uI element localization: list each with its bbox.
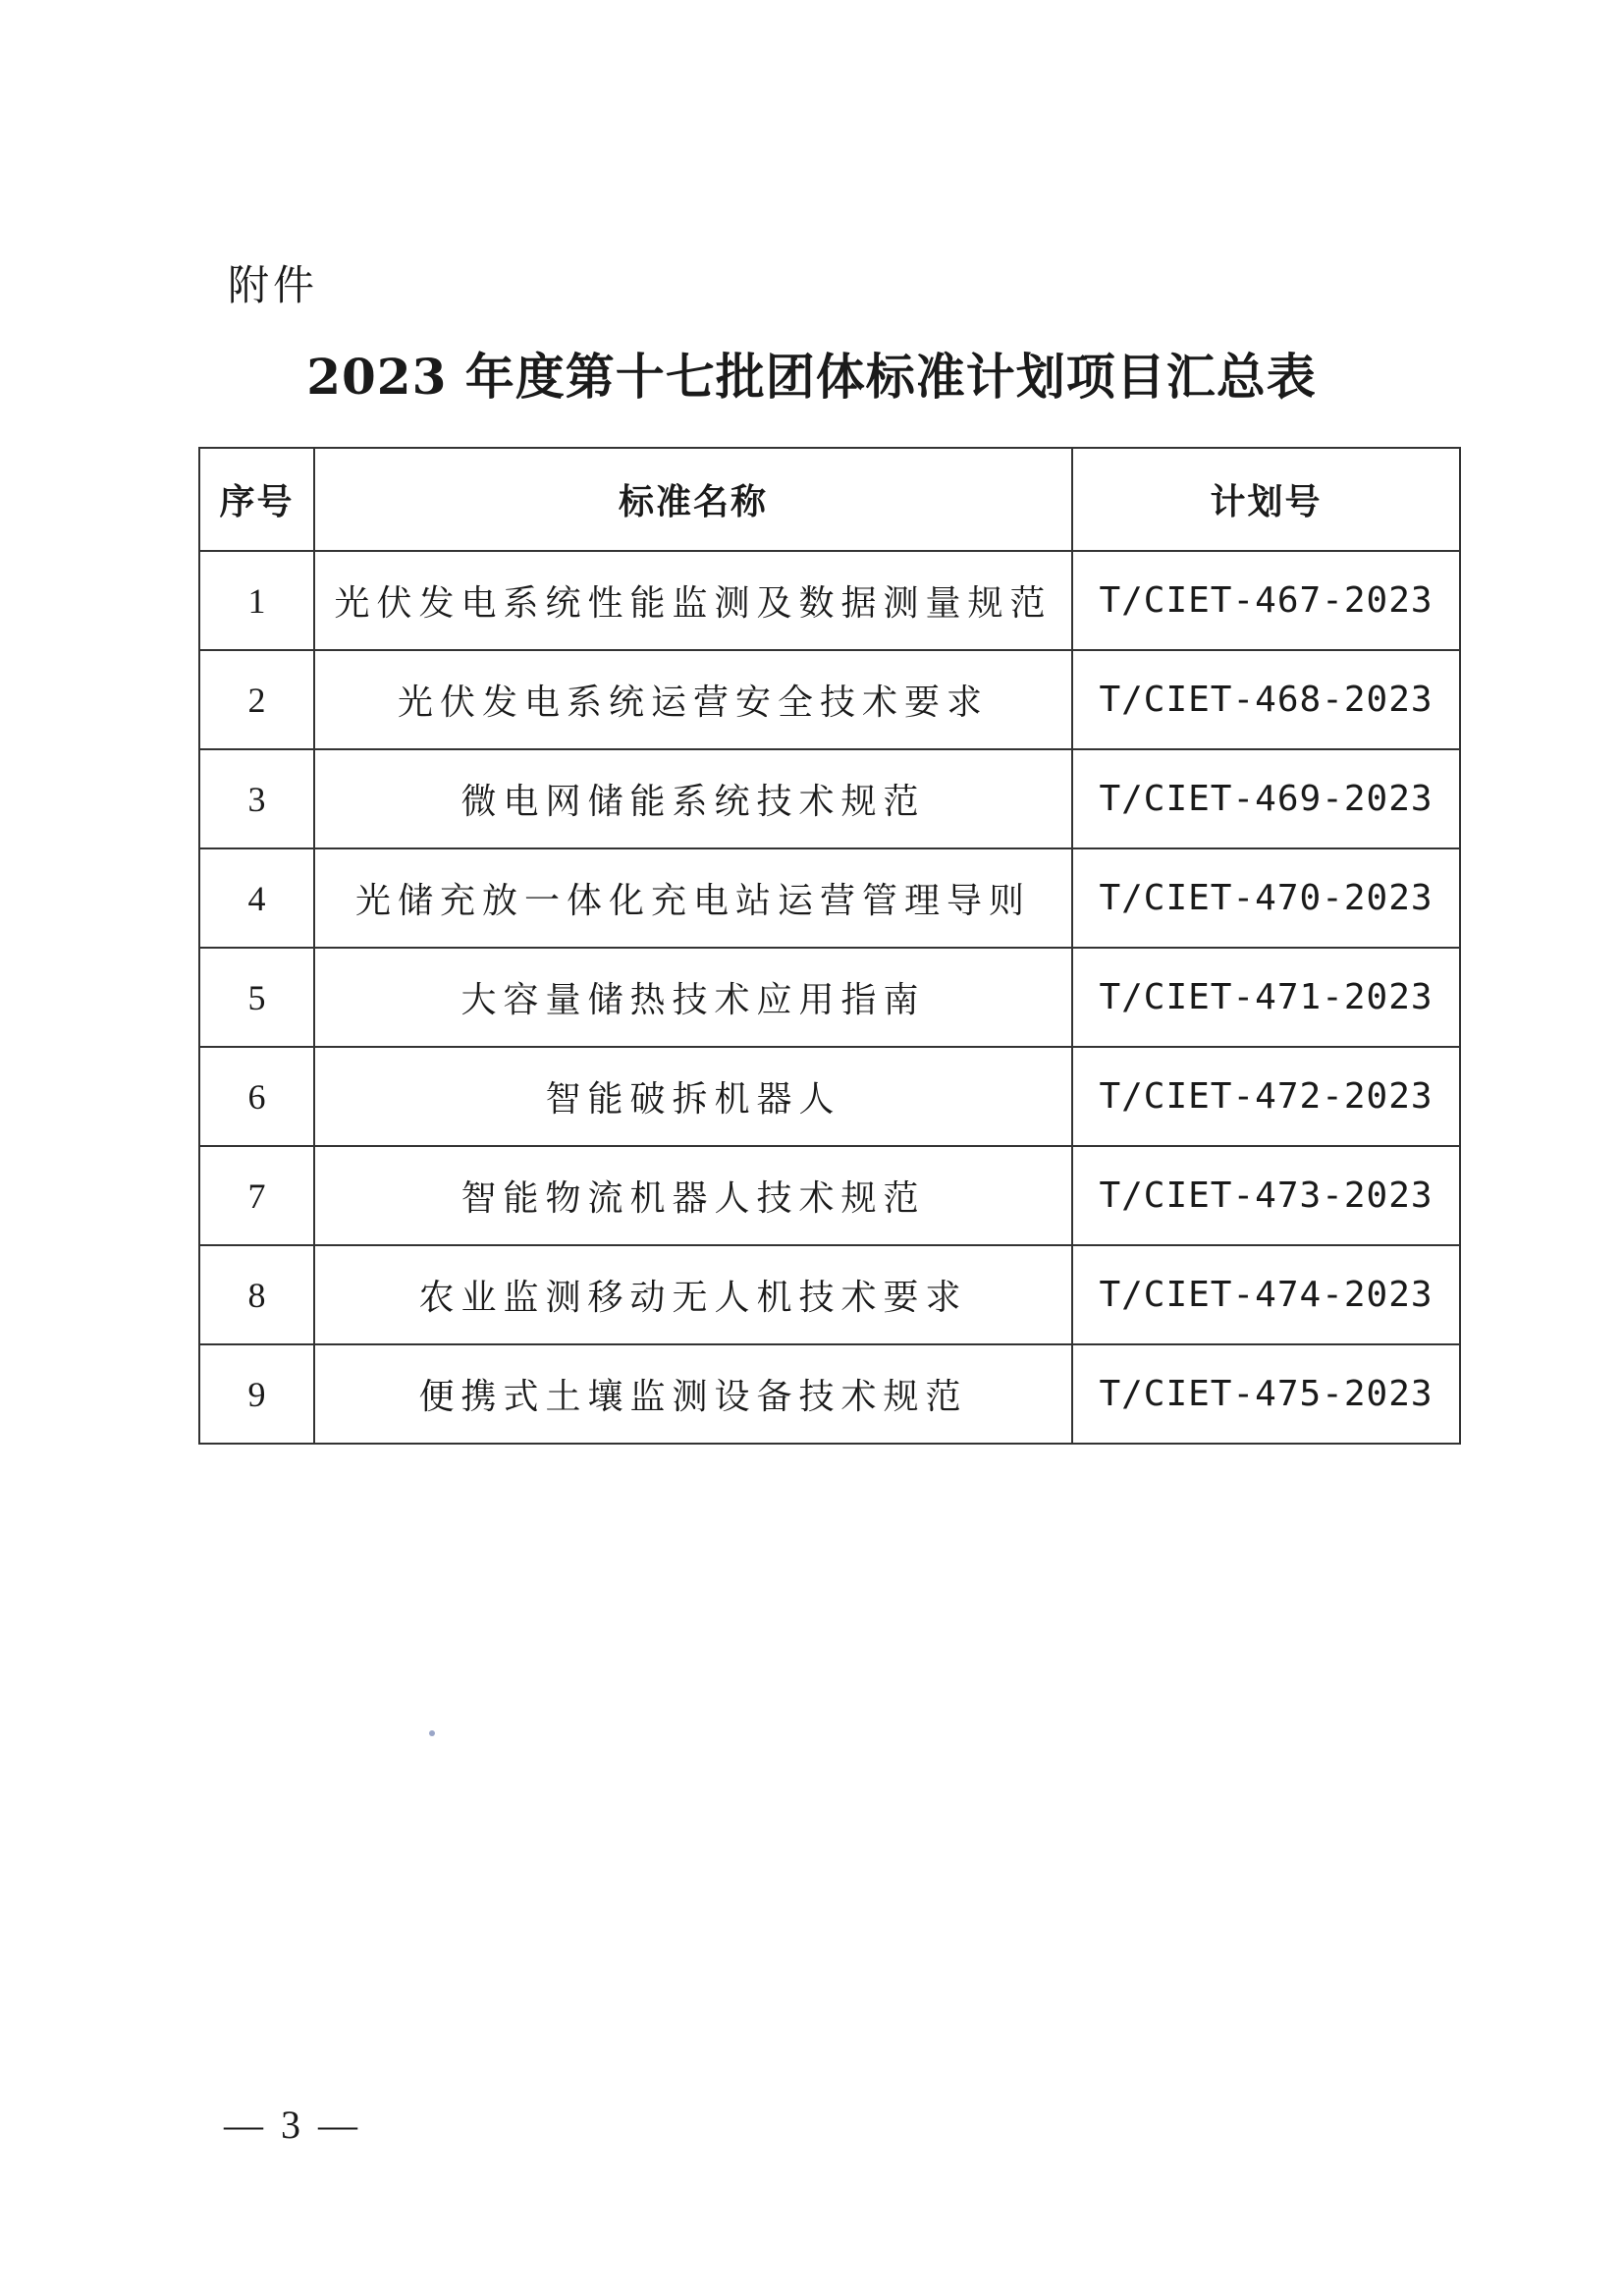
row-num: 8 — [199, 1245, 314, 1344]
attachment-label: 附件 — [228, 261, 319, 309]
row-code: T/CIET-474-2023 — [1072, 1245, 1460, 1344]
row-code: T/CIET-473-2023 — [1072, 1146, 1460, 1245]
row-name: 光伏发电系统运营安全技术要求 — [314, 650, 1072, 749]
table-row — [199, 650, 1460, 749]
row-name: 便携式土壤监测设备技术规范 — [314, 1344, 1072, 1444]
row-name: 光伏发电系统性能监测及数据测量规范 — [314, 551, 1072, 650]
row-num: 5 — [199, 948, 314, 1047]
table-row — [199, 948, 1460, 1047]
table-row — [199, 848, 1460, 948]
row-name: 光储充放一体化充电站运营管理导则 — [314, 848, 1072, 948]
row-code: T/CIET-470-2023 — [1072, 848, 1460, 948]
row-name: 智能破拆机器人 — [314, 1047, 1072, 1146]
row-code: T/CIET-471-2023 — [1072, 948, 1460, 1047]
header-name: 标准名称 — [314, 448, 1072, 551]
row-name: 大容量储热技术应用指南 — [314, 948, 1072, 1047]
row-num: 7 — [199, 1146, 314, 1245]
row-name: 智能物流机器人技术规范 — [314, 1146, 1072, 1245]
header-code: 计划号 — [1072, 448, 1460, 551]
table-header-row — [199, 448, 1460, 551]
row-num: 3 — [199, 749, 314, 848]
row-code: T/CIET-472-2023 — [1072, 1047, 1460, 1146]
row-code: T/CIET-475-2023 — [1072, 1344, 1460, 1444]
scan-speck — [429, 1730, 435, 1736]
row-code: T/CIET-469-2023 — [1072, 749, 1460, 848]
table-row — [199, 1047, 1460, 1146]
page-number: — 3 — — [224, 2103, 361, 2147]
row-num: 9 — [199, 1344, 314, 1444]
row-name: 农业监测移动无人机技术要求 — [314, 1245, 1072, 1344]
row-code: T/CIET-467-2023 — [1072, 551, 1460, 650]
table-row — [199, 1245, 1460, 1344]
header-num: 序号 — [199, 448, 314, 551]
page-title: 2023 年度第十七批团体标准计划项目汇总表 — [306, 348, 1317, 406]
table-row — [199, 551, 1460, 650]
table-row — [199, 749, 1460, 848]
standards-table — [198, 447, 1461, 1445]
table-row — [199, 1344, 1460, 1444]
row-num: 6 — [199, 1047, 314, 1146]
row-num: 1 — [199, 551, 314, 650]
row-name: 微电网储能系统技术规范 — [314, 749, 1072, 848]
row-code: T/CIET-468-2023 — [1072, 650, 1460, 749]
row-num: 4 — [199, 848, 314, 948]
row-num: 2 — [199, 650, 314, 749]
table-row — [199, 1146, 1460, 1245]
